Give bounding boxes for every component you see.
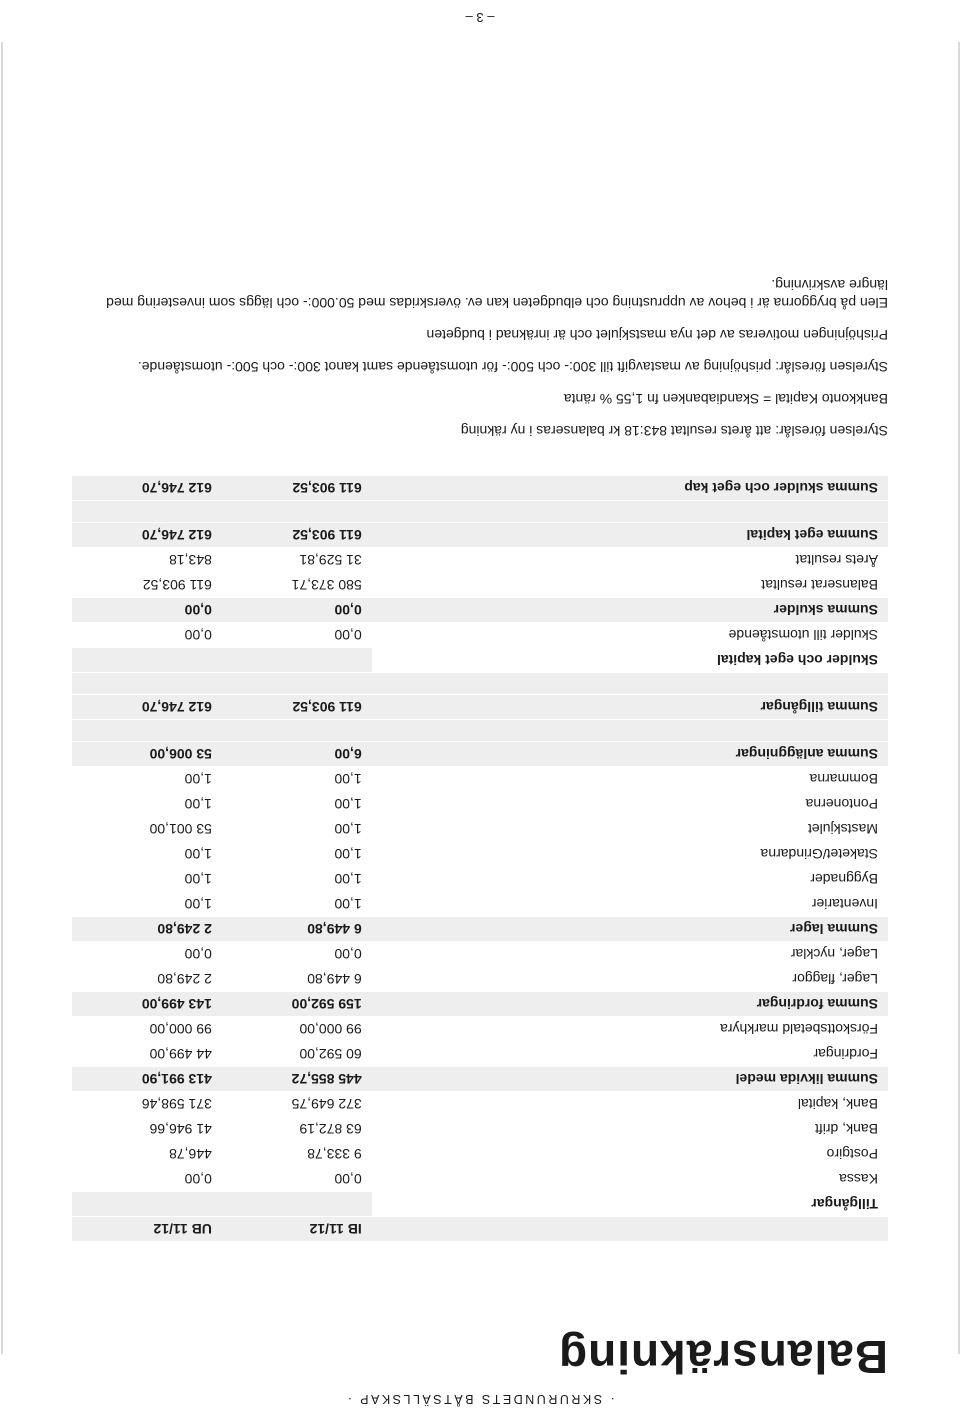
row-ub-value: 371 598,46 bbox=[141, 1096, 212, 1112]
row-label: Lager, flaggor bbox=[792, 971, 878, 987]
section-row bbox=[72, 1192, 888, 1216]
row-ib-value: 1,00 bbox=[334, 796, 362, 812]
row-ub-value: 611 903,52 bbox=[142, 577, 212, 593]
row-ib-value bbox=[222, 1192, 372, 1216]
row-label bbox=[372, 501, 888, 522]
row-label: Summa fordringar bbox=[372, 992, 888, 1016]
row-label: Inventarier bbox=[811, 896, 878, 912]
row-ub-value bbox=[72, 1192, 222, 1216]
sum-row bbox=[72, 1067, 888, 1091]
row-ub-value: 843,18 bbox=[169, 552, 212, 568]
row-ib-value: 611 903,52 bbox=[222, 476, 372, 500]
row-ub-value: 44 499,00 bbox=[149, 1046, 212, 1062]
row-ub-value bbox=[72, 720, 222, 741]
row-ub-value bbox=[72, 673, 222, 694]
row-ub-value: 1,00 bbox=[184, 771, 212, 787]
row-ib-value: 0,00 bbox=[334, 946, 362, 962]
spacer-row bbox=[72, 720, 888, 741]
row-ub-value: 2 249,80 bbox=[72, 917, 222, 941]
row-ub-value bbox=[72, 648, 222, 672]
note-5: Elen på bryggorna är i behov av upprustning och elbudgeten kan ev. överskridas med 50.000:- och läggs som investering med längre avskrivning. bbox=[106, 277, 888, 311]
row-ib-value: 1,00 bbox=[334, 896, 362, 912]
table-row bbox=[72, 1042, 888, 1066]
row-label: Bank, kapital bbox=[797, 1096, 878, 1112]
row-label: Balanserat resultat bbox=[761, 577, 878, 593]
row-label: Summa eget kapital bbox=[372, 523, 888, 547]
table-row bbox=[72, 817, 888, 841]
row-label: Skulder till utomstående bbox=[728, 627, 878, 643]
row-ub-value: 0,00 bbox=[184, 1171, 212, 1187]
table-row bbox=[72, 1092, 888, 1116]
row-label: Byggnader bbox=[810, 871, 878, 887]
row-ub-value: 1,00 bbox=[184, 896, 212, 912]
row-label: Bank, drift bbox=[814, 1121, 878, 1137]
sum-row bbox=[72, 742, 888, 766]
row-ib-value: 0,00 bbox=[334, 1171, 362, 1187]
row-ib-value: 580 373,71 bbox=[291, 577, 362, 593]
sum-row bbox=[72, 917, 888, 941]
row-ub-value: 2 249,80 bbox=[157, 971, 212, 987]
row-ib-value: 445 855,72 bbox=[222, 1067, 372, 1091]
table-row bbox=[72, 1117, 888, 1141]
row-ub-value: 612 746,70 bbox=[72, 523, 222, 547]
row-ib-value bbox=[222, 501, 372, 522]
row-ib-value: 1,00 bbox=[334, 821, 362, 837]
row-ib-value: 60 592,00 bbox=[299, 1046, 362, 1062]
sum-row bbox=[72, 695, 888, 719]
row-ib-value: 63 872,19 bbox=[299, 1121, 362, 1137]
page-header: · SKRURUNDETS BÅTSÄLLSKAP · bbox=[345, 1392, 615, 1406]
row-ib-value: 611 903,52 bbox=[222, 523, 372, 547]
row-ub-value: 99 000,00 bbox=[149, 1021, 212, 1037]
table-row bbox=[72, 842, 888, 866]
row-ub-value: 53 001,00 bbox=[149, 821, 212, 837]
row-ub-value: 413 991,90 bbox=[72, 1067, 222, 1091]
sum-row bbox=[72, 598, 888, 622]
balance-sheet-table bbox=[72, 475, 888, 1242]
note-4: Prishöjningen motiveras av det nya mastskjulet och är inräknad i budgeten bbox=[426, 327, 888, 343]
row-ub-value: 0,00 bbox=[72, 598, 222, 622]
row-ib-value bbox=[222, 720, 372, 741]
row-label: Förskottsbetald markhyra bbox=[720, 1021, 878, 1037]
row-ub-value bbox=[72, 501, 222, 522]
row-ub-value: 612 746,70 bbox=[72, 476, 222, 500]
row-label: Bommarna bbox=[809, 771, 878, 787]
note-3: Styrelsen föreslår: prishöjning av mastavgift till 300:- och 500:- för utomstående samt kanot 300:- och 500:- utomstående. bbox=[137, 359, 888, 375]
row-ib-value bbox=[222, 673, 372, 694]
row-label: Tillgångar bbox=[372, 1192, 888, 1216]
row-label bbox=[372, 720, 888, 741]
row-label bbox=[372, 673, 888, 694]
row-ib-value: 1,00 bbox=[334, 846, 362, 862]
row-label: Postgiro bbox=[826, 1146, 878, 1162]
page-number: – 3 – bbox=[465, 10, 495, 25]
row-ib-value: 99 000,00 bbox=[299, 1021, 362, 1037]
table-row bbox=[72, 1167, 888, 1191]
page-edge-line-right bbox=[1, 42, 3, 1354]
row-label: Summa likvida medel bbox=[372, 1067, 888, 1091]
row-ib-value: 1,00 bbox=[334, 771, 362, 787]
row-ub-value: 446,78 bbox=[169, 1146, 212, 1162]
table-row bbox=[72, 1017, 888, 1041]
sum-row bbox=[72, 523, 888, 547]
header-label-cell bbox=[372, 1217, 888, 1241]
row-ib-value bbox=[222, 648, 372, 672]
balance-sheet-body bbox=[72, 476, 888, 1241]
table-row bbox=[72, 623, 888, 647]
row-label: Lager, nycklar bbox=[790, 946, 878, 962]
row-ub-value: 41 946,66 bbox=[149, 1121, 212, 1137]
header-ib: IB 11/12 bbox=[222, 1217, 372, 1241]
row-ib-value: 9 333,78 bbox=[307, 1146, 362, 1162]
section-row bbox=[72, 648, 888, 672]
row-ib-value: 159 592,00 bbox=[222, 992, 372, 1016]
row-label: Skulder och eget kapital bbox=[372, 648, 888, 672]
spacer-row bbox=[72, 501, 888, 522]
row-label: Summa skulder bbox=[372, 598, 888, 622]
row-label: Mastskjulet bbox=[807, 821, 878, 837]
notes bbox=[72, 262, 888, 440]
row-ib-value: 0,00 bbox=[222, 598, 372, 622]
row-label: Summa skulder och eget kap bbox=[372, 476, 888, 500]
row-ub-value: 1,00 bbox=[184, 846, 212, 862]
page-title: Balansräkning bbox=[558, 1331, 888, 1383]
row-ib-value: 6,00 bbox=[222, 742, 372, 766]
row-label: Staketet/Grindarna bbox=[760, 846, 878, 862]
row-label: Summa tillgångar bbox=[372, 695, 888, 719]
row-ub-value: 0,00 bbox=[184, 627, 212, 643]
row-ub-value: 1,00 bbox=[184, 796, 212, 812]
table-row bbox=[72, 867, 888, 891]
row-ib-value: 611 903,52 bbox=[222, 695, 372, 719]
row-ib-value: 6 449,80 bbox=[307, 971, 362, 987]
row-label: Kassa bbox=[839, 1171, 878, 1187]
row-ub-value: 1,00 bbox=[184, 871, 212, 887]
row-ub-value: 143 499,00 bbox=[72, 992, 222, 1016]
row-ib-value: 6 449,80 bbox=[222, 917, 372, 941]
table-header-row bbox=[72, 1217, 888, 1241]
table-row bbox=[72, 573, 888, 597]
row-ib-value: 31 529,81 bbox=[299, 552, 362, 568]
table-row bbox=[72, 892, 888, 916]
table-row bbox=[72, 967, 888, 991]
sum-row bbox=[72, 992, 888, 1016]
row-ub-value: 53 006,00 bbox=[72, 742, 222, 766]
row-label: Pontonerna bbox=[805, 796, 878, 812]
row-label: Summa anläggningar bbox=[372, 742, 888, 766]
row-label: Fordringar bbox=[813, 1046, 878, 1062]
table-row bbox=[72, 767, 888, 791]
table-row bbox=[72, 1142, 888, 1166]
header-ub: UB 11/12 bbox=[72, 1217, 222, 1241]
table-row bbox=[72, 942, 888, 966]
row-label: Årets resultat bbox=[795, 552, 878, 568]
note-1: Styrelsen föreslår: att årets resultat 843:18 kr balanseras i ny räkning bbox=[460, 423, 888, 439]
row-label: Summa lager bbox=[372, 917, 888, 941]
sum-row bbox=[72, 476, 888, 500]
table-row bbox=[72, 792, 888, 816]
note-2: Bankkonto Kapital = Skandiabanken fn 1,55 % ränta bbox=[563, 391, 888, 407]
table-row bbox=[72, 548, 888, 572]
row-ub-value: 612 746,70 bbox=[72, 695, 222, 719]
row-ib-value: 0,00 bbox=[334, 627, 362, 643]
spacer-row bbox=[72, 673, 888, 694]
row-ib-value: 1,00 bbox=[334, 871, 362, 887]
row-ub-value: 0,00 bbox=[184, 946, 212, 962]
row-ib-value: 372 649,75 bbox=[291, 1096, 362, 1112]
